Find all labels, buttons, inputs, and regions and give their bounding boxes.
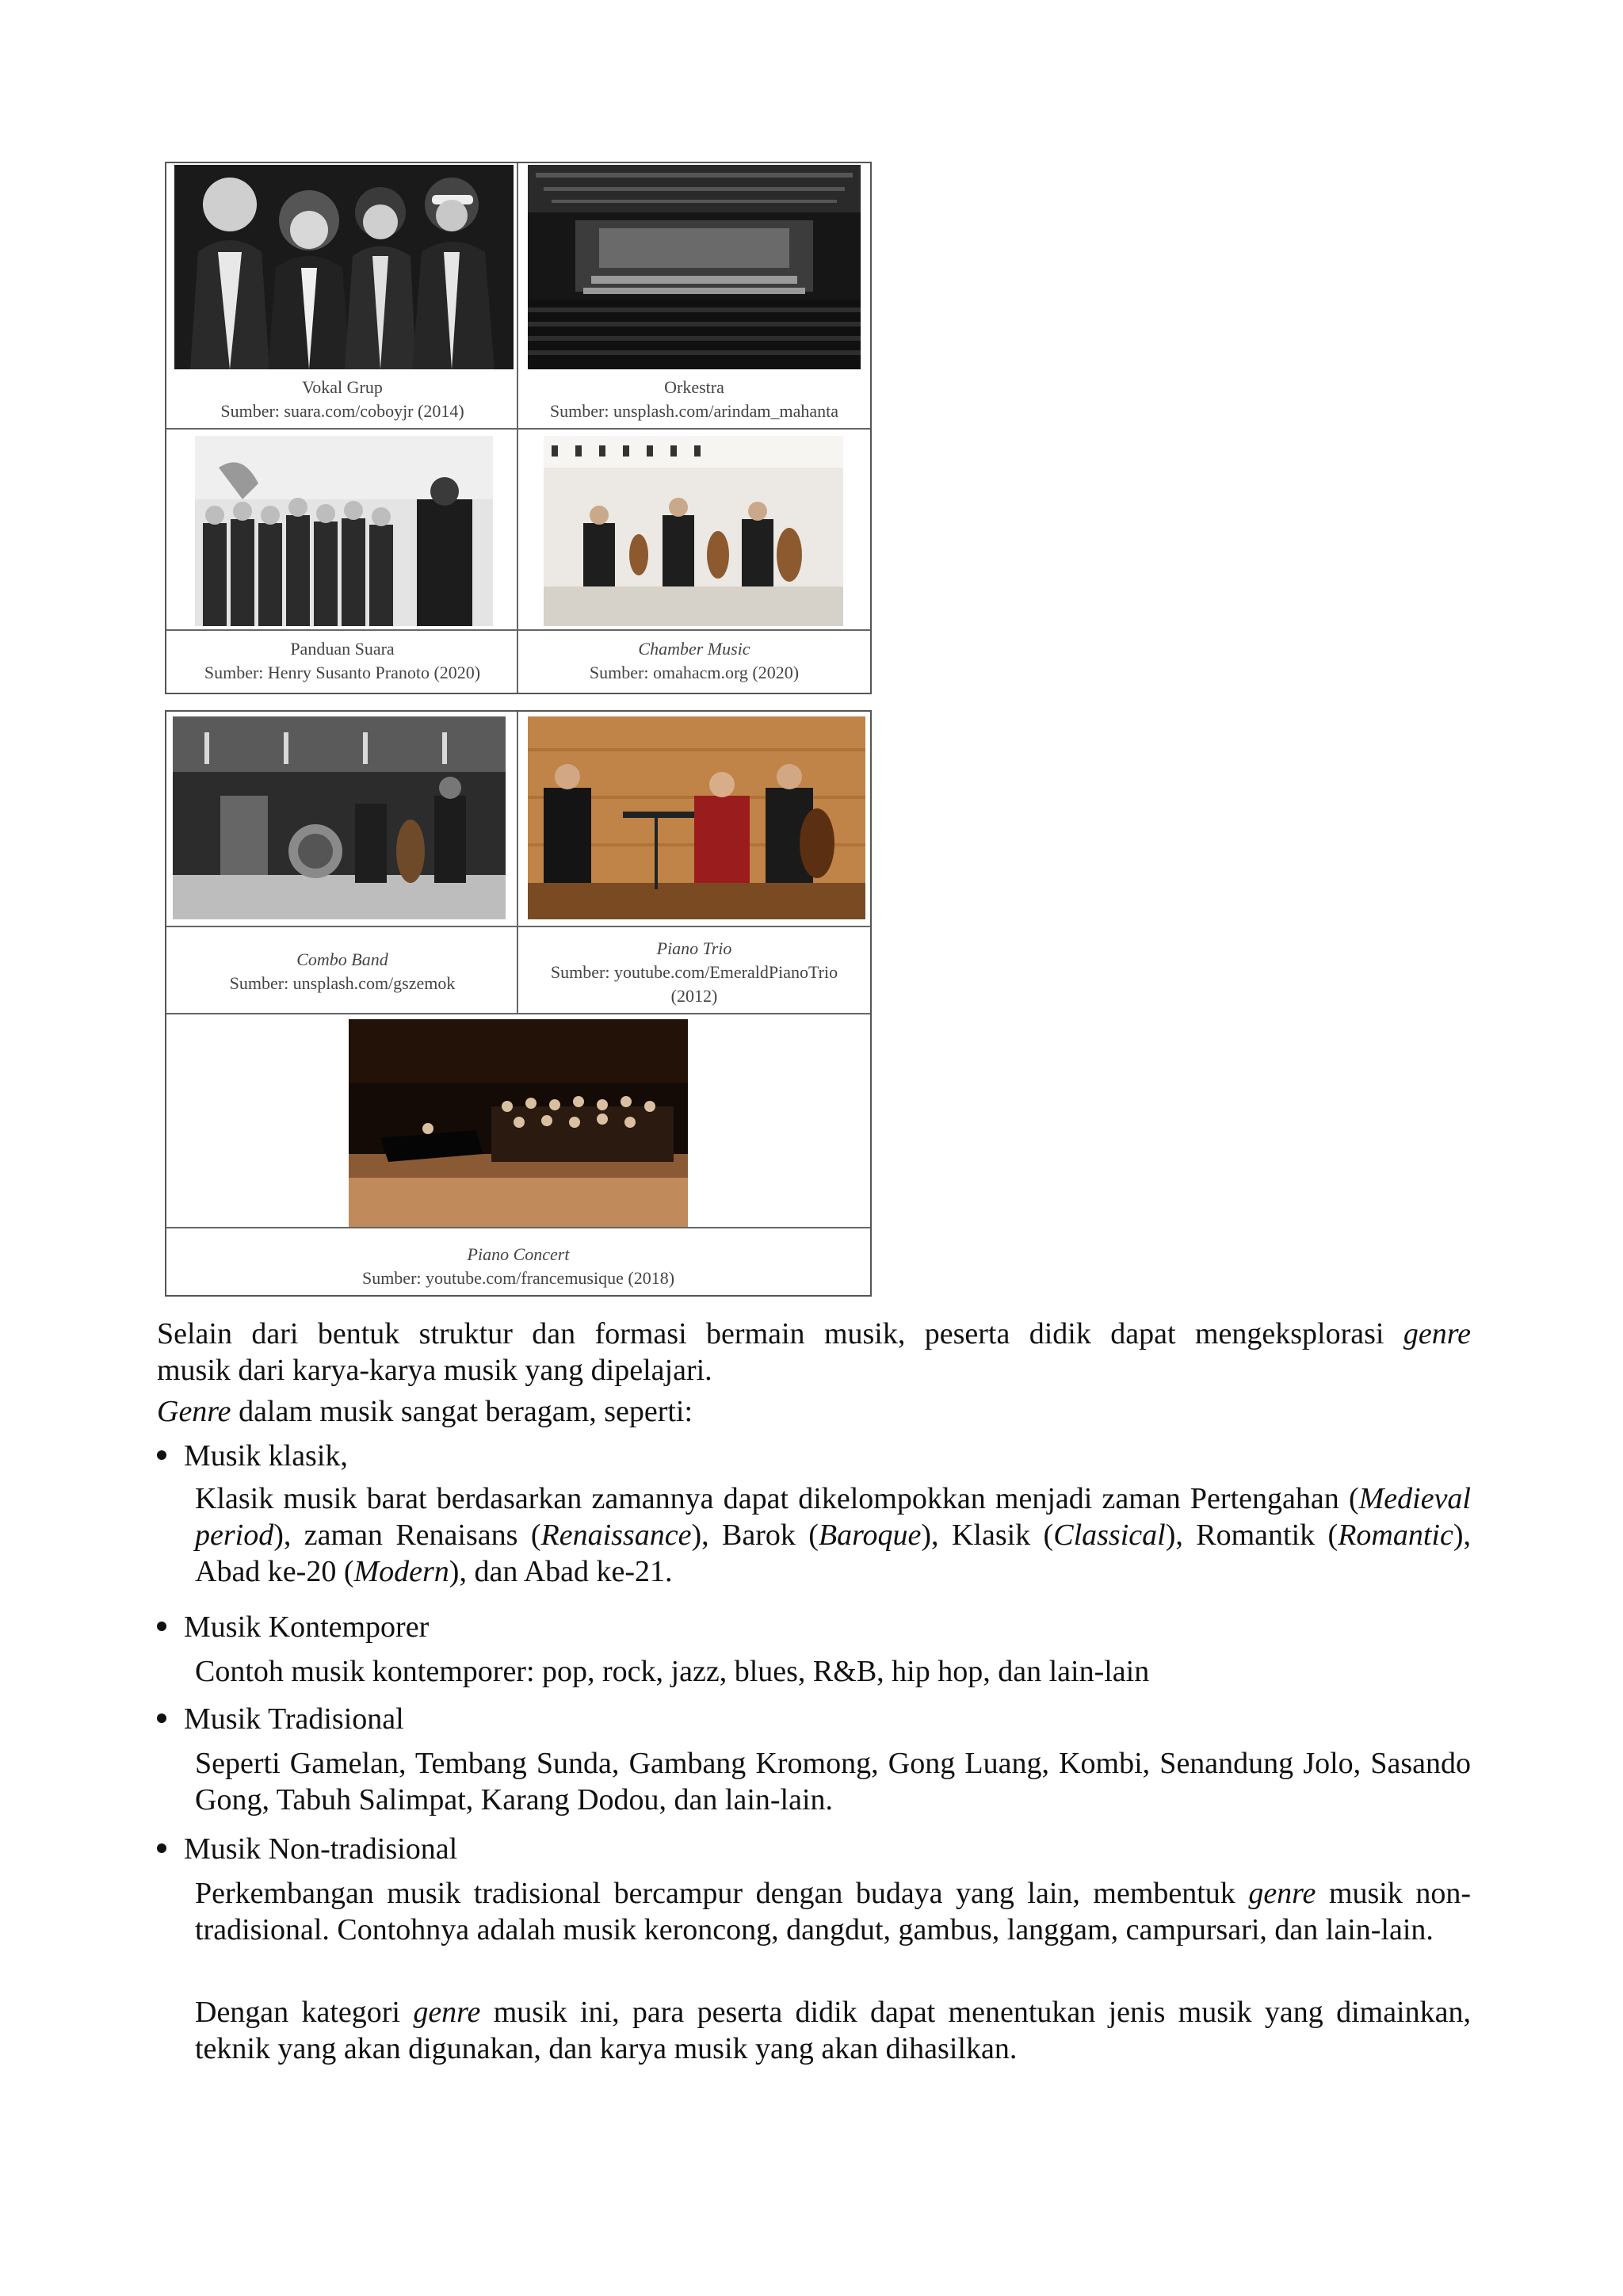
- caption-source: Sumber: omahacm.org (2020): [589, 663, 800, 682]
- caption-title: Combo Band: [296, 949, 388, 969]
- genre-term: Genre: [157, 1395, 231, 1428]
- caption-title: Piano Trio: [656, 938, 732, 958]
- caption-title: Piano Concert: [467, 1244, 570, 1264]
- text-run: ), Romantik (: [1165, 1519, 1338, 1552]
- photo-piano-concert: [349, 1019, 688, 1227]
- text-run: Perkembangan musik tradisional bercampur dengan budaya yang lain, membentuk: [195, 1877, 1249, 1910]
- bullet-icon: [157, 1713, 166, 1723]
- text-run: ), zaman Renaisans (: [273, 1519, 541, 1552]
- caption-panduan-suara: [168, 637, 517, 685]
- text-run: musik ini, para peserta didik dapat menentukan jenis musik yang dimainkan, teknik yang akan digunakan, dan karya musik yang akan dihasilkan.: [195, 1996, 1471, 2065]
- italic-term: Renaissance: [540, 1519, 692, 1552]
- caption-source: Sumber: unsplash.com/arindam_mahanta: [549, 401, 839, 421]
- text-run: musik non-tradisional. Contohnya adalah musik keroncong, dangdut, gambus, langgam, campursari, dan lain-lain.: [195, 1877, 1471, 1946]
- italic-term: genre: [1248, 1877, 1316, 1910]
- intro-text: Selain dari bentuk struktur dan formasi bermain musik, peserta didik dapat mengeksplorasi: [157, 1317, 1384, 1350]
- caption-source: Sumber: youtube.com/EmeraldPianoTrio: [550, 962, 838, 982]
- caption-title: Panduan Suara: [290, 639, 395, 659]
- text-run: Seperti Gamelan, Tembang Sunda, Gambang Kromong, Gong Luang, Kombi, Senandung Jolo, Sasando Gong, Tabuh Salimpat, Karang Dodou, dan lain-lain.: [195, 1747, 1471, 1817]
- list-item-musik-klasik: [157, 1438, 348, 1474]
- caption-title: Vokal Grup: [302, 377, 383, 397]
- photo-vokal-grup: [174, 165, 514, 369]
- caption-orkestra: [518, 376, 870, 423]
- list-item-desc: [195, 1653, 1471, 1690]
- text-run: Klasik musik barat berdasarkan zamannya dapat dikelompokkan menjadi zaman Pertengahan (: [195, 1482, 1359, 1515]
- intro-text-2: musik dari karya-karya musik yang dipelajari.: [157, 1354, 712, 1387]
- closing-paragraph: [195, 1994, 1471, 2067]
- photo-combo-band: [173, 716, 506, 919]
- list-item-label: Musik Tradisional: [184, 1702, 404, 1736]
- caption-combo-band: [168, 948, 517, 995]
- italic-term: Modern: [353, 1555, 449, 1588]
- photo-panduan-suara: [195, 436, 493, 626]
- italic-term: Classical: [1053, 1519, 1166, 1552]
- caption-source: Sumber: unsplash.com/gszemok: [229, 973, 456, 993]
- text-run: Dengan kategori: [195, 1996, 414, 2029]
- bullet-icon: [157, 1843, 166, 1853]
- caption-source-year: (2012): [670, 986, 718, 1006]
- list-item-musik-non-tradisional: [157, 1831, 457, 1867]
- italic-term: Romantic: [1338, 1519, 1453, 1552]
- italic-term: Medieval period: [195, 1482, 1471, 1552]
- list-item-label: Musik Kontemporer: [184, 1610, 430, 1644]
- text-run: ), Abad ke-20 (: [195, 1519, 1471, 1588]
- list-item-desc: [195, 1875, 1471, 1948]
- caption-piano-concert: [168, 1243, 869, 1290]
- photo-chamber-music: [544, 436, 843, 626]
- text-run: ), Klasik (: [921, 1519, 1054, 1552]
- intro-genre-term: genre: [1403, 1317, 1471, 1350]
- caption-piano-trio: [518, 937, 870, 1008]
- text-run: Contoh musik kontemporer: pop, rock, jazz, blues, R&B, hip hop, dan lain-lain: [195, 1655, 1150, 1688]
- caption-source: Sumber: suara.com/coboyjr (2014): [220, 401, 464, 421]
- italic-term: genre: [413, 1996, 481, 2029]
- caption-title: Chamber Music: [638, 639, 750, 659]
- list-item-musik-tradisional: [157, 1701, 404, 1737]
- bullet-icon: [157, 1622, 166, 1631]
- caption-vokal-grup: [168, 376, 517, 423]
- intro-paragraph-line2: [157, 1352, 1471, 1389]
- list-item-desc: [195, 1745, 1471, 1818]
- caption-source: Sumber: youtube.com/francemusique (2018): [361, 1268, 675, 1288]
- text-run: ), Barok (: [691, 1519, 819, 1552]
- list-item-desc: [195, 1480, 1471, 1590]
- list-item-musik-kontemporer: [157, 1609, 429, 1645]
- photo-orkestra: [528, 165, 861, 369]
- caption-title: Orkestra: [664, 377, 724, 397]
- caption-source: Sumber: Henry Susanto Pranoto (2020): [204, 663, 481, 682]
- list-item-label: Musik klasik,: [184, 1439, 348, 1473]
- italic-term: Baroque: [818, 1519, 922, 1552]
- genre-lead-text: dalam musik sangat beragam, seperti:: [231, 1395, 693, 1428]
- bullet-icon: [157, 1450, 166, 1460]
- genre-lead: [157, 1393, 1471, 1430]
- photo-piano-trio: [528, 716, 865, 919]
- text-run: ), dan Abad ke-21.: [449, 1555, 673, 1588]
- caption-chamber-music: [518, 637, 870, 685]
- list-item-label: Musik Non-tradisional: [184, 1832, 458, 1866]
- intro-paragraph-line1: [157, 1316, 1471, 1352]
